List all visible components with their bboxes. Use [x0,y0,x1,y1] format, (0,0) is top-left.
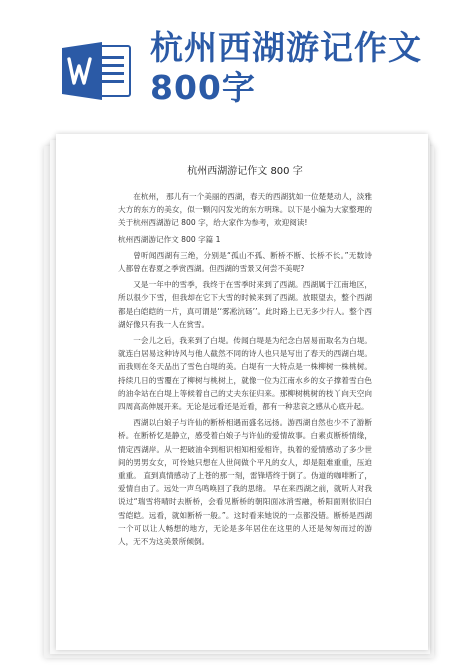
document-page [56,134,428,650]
paragraph: 曾听闻西湖有三绝，分别是“孤山不孤、断桥不断、长桥不长。”无数诗人都曾在春夏之季赏西湖。但西湖的雪景又何尝不美呢? [118,250,372,274]
banner-title: 杭州西湖游记作文800字 [150,28,422,107]
document-title: 杭州西湖游记作文 800 字 [187,166,303,177]
section-heading: 杭州西湖游记作文 800 字篇 1 [118,234,221,244]
paragraph: 一会儿之后，我来到了白堤。传闻白堤是为纪念白居易而取名为白堤。 就连白居易这种诗风与他人截然不同的诗人也只是写出了春天的西湖白堤。 而我则在冬天品出了雪色白堤的美。白堤有一大特点是一株柳树一株桃树。持续几日的雪覆在了柳树与桃树上，就像一位为江南水乡的女子撑着雪白色的油伞站在白堤上等候着自己的丈夫东征归来。那柳树桃树的枝丫向天空向四周高高伸展开来。无论是远看还是近看，都有一种悲哀之感从心底升起。 [118,336,372,412]
paragraph: 西湖以白娘子与许仙的断桥相遇而盛名远扬。游西湖自然也少不了游断桥。在断桥忆是静立，感受着白娘子与许仙的爱情故事。白素贞断桥情缘，情定西湖岸。从一把破油伞到相识相知相爱相许，执着的爱情感动了多少世间的男男女女，可怜她只想在人世间做个平凡的女人，却是阻难重重，压迫重重。 直到真情感动了上苍的那一刻，雷锋塔终于倒了。伪道的咖啡断了，爱情自由了。远处一声乌鸣唤回了我的思绪。 早在来西湖之前，就听人对我说过“瑞雪将晴时去断桥，会看见断桥的朝阳面冰消雪融，桥阳面则依旧白雪皑皑。远看，就如断桥一般。”。这时看来她说的一点都没错。断桥是西湖一个可以让人畅想的地方，无论是多年居住在这里的人还是匆匆而过的游人，无不为这美景所倾倒。 [118,418,372,547]
word-icon [62,42,132,100]
document-body [118,164,372,551]
banner [0,0,474,120]
paragraph: 又是一年中的雪季，我终于在雪季时来到了西湖。西湖属于江南地区，所以很少下雪，但我却在它下大雪的时候来到了西湖。放眼望去，整个西湖都是白皑皑的一片，真可谓是‘‘雾凇沆砀’’。此时路上已无多少行人。整个西湖好像只有我一人在赏雪。 [118,280,372,329]
paragraph-intro: 在杭州， 那儿有一个美丽的西湖，春天的西湖犹如一位楚楚动人，淡雅大方的东方的美女，似一颗闪闪发光的东方明珠。以下是小编为大家整理的关于杭州西湖游记 800 字，给大家作为参考，欢迎阅读! [118,192,372,228]
